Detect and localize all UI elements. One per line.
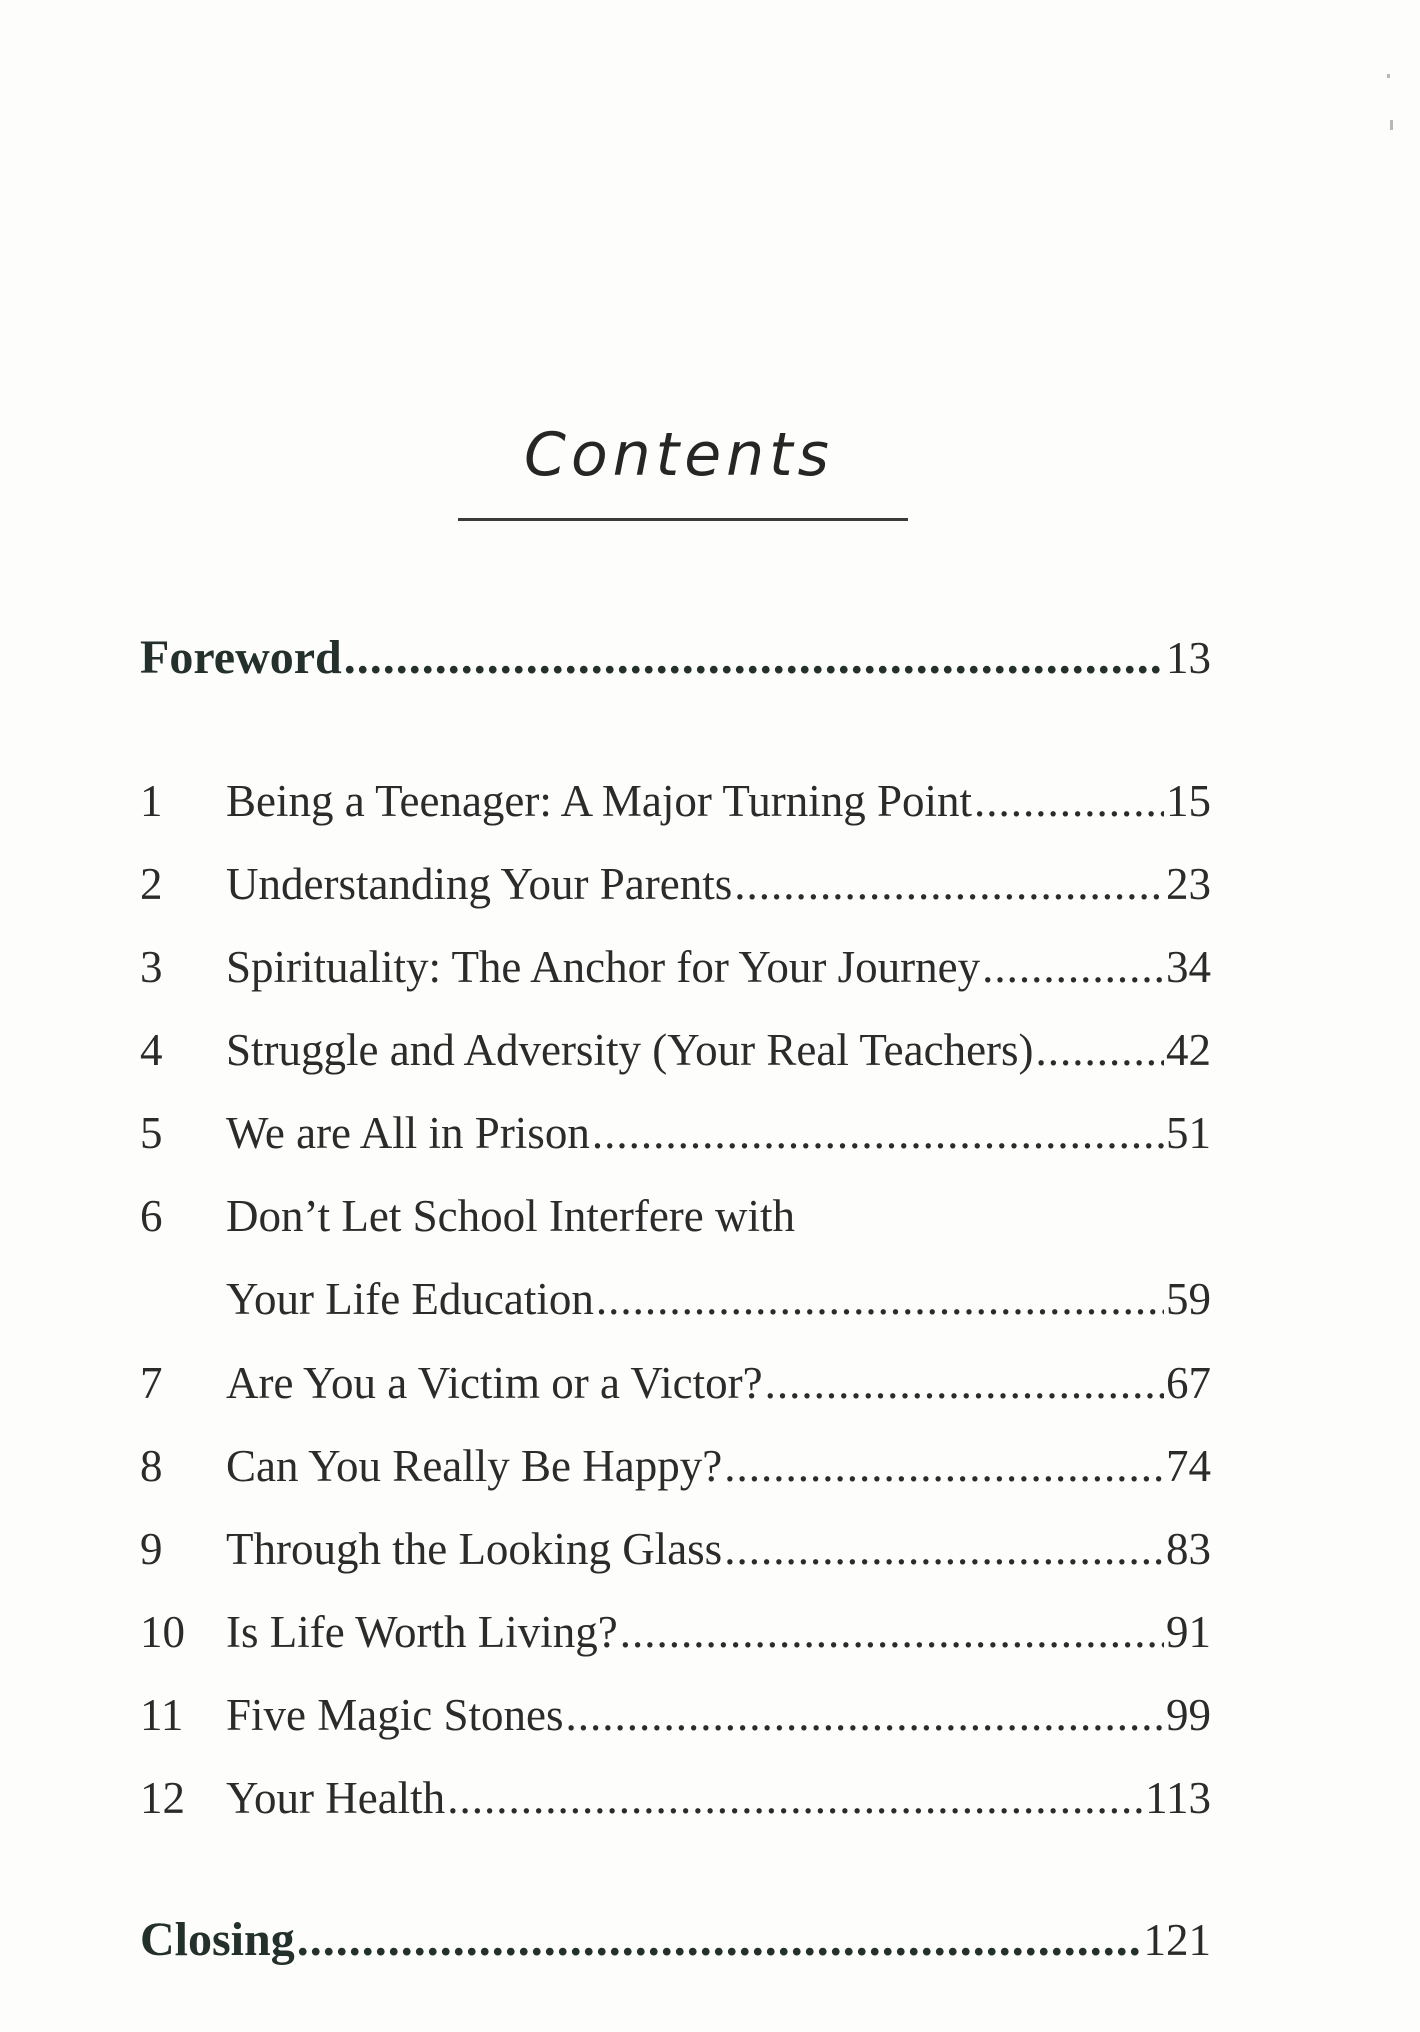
chapter-title: Can You Really Be Happy? [226, 1441, 723, 1491]
scan-speck [1387, 74, 1390, 78]
chapter-number: 10 [140, 1607, 185, 1657]
chapter-title: Don’t Let School Interfere with [226, 1191, 796, 1241]
contents-heading: Contents [524, 420, 834, 490]
toc-page-number: 91 [1166, 1607, 1211, 1657]
heading-underline [458, 518, 908, 521]
dot-leader [982, 941, 1164, 993]
toc-entry-chapter-4[interactable] [140, 1024, 1211, 1094]
toc-page-number: 99 [1166, 1690, 1211, 1740]
toc-entry-chapter-6[interactable] [140, 1190, 1211, 1260]
toc-entry-chapter-8[interactable] [140, 1440, 1211, 1510]
chapter-number: 8 [140, 1441, 163, 1491]
toc-page-number: 59 [1166, 1274, 1211, 1324]
toc-entry-chapter-7[interactable] [140, 1357, 1211, 1427]
chapter-title: Are You a Victim or a Victor? [226, 1358, 763, 1408]
chapter-title: Understanding Your Parents [226, 859, 733, 909]
toc-page-number: 15 [1166, 776, 1211, 826]
toc-entry-foreword[interactable] [140, 630, 1211, 700]
toc-page-number: 83 [1166, 1524, 1211, 1574]
toc-entry-closing[interactable] [140, 1912, 1211, 1982]
dot-leader [447, 1772, 1143, 1824]
chapter-number: 9 [140, 1524, 163, 1574]
chapter-number: 6 [140, 1191, 163, 1241]
chapter-title: Being a Teenager: A Major Turning Point [226, 776, 972, 826]
chapter-title: Struggle and Adversity (Your Real Teachers) [226, 1025, 1034, 1075]
toc-entry-chapter-9[interactable] [140, 1523, 1211, 1593]
chapter-number: 2 [140, 859, 163, 909]
scan-speck [1390, 120, 1393, 130]
chapter-title: Is Life Worth Living? [226, 1607, 618, 1657]
chapter-title-continuation: Your Life Education [226, 1274, 594, 1324]
toc-entry-title: Foreword [140, 631, 342, 684]
dot-leader [724, 1523, 1164, 1575]
chapter-number: 11 [140, 1690, 184, 1740]
chapter-number: 3 [140, 942, 163, 992]
chapter-number: 5 [140, 1108, 163, 1158]
toc-page-number: 51 [1166, 1108, 1211, 1158]
dot-leader [565, 1689, 1164, 1741]
toc-page-number: 121 [1143, 1915, 1211, 1965]
toc-page-number: 13 [1166, 633, 1211, 683]
toc-entry-title: Closing [140, 1913, 295, 1966]
dot-leader [734, 858, 1164, 910]
chapter-title: We are All in Prison [226, 1108, 590, 1158]
chapter-number: 12 [140, 1773, 185, 1823]
chapter-title: Spirituality: The Anchor for Your Journey [226, 942, 981, 992]
chapter-title: Five Magic Stones [226, 1690, 564, 1740]
dot-leader [974, 775, 1164, 827]
dot-leader [765, 1357, 1164, 1409]
dot-leader [592, 1107, 1164, 1159]
toc-entry-chapter-2[interactable] [140, 858, 1211, 928]
toc-page-number: 42 [1166, 1025, 1211, 1075]
chapter-title: Through the Looking Glass [226, 1524, 723, 1574]
dot-leader [620, 1606, 1164, 1658]
toc-entry-chapter-1[interactable] [140, 775, 1211, 845]
toc-page-number: 34 [1166, 942, 1211, 992]
toc-entry-chapter-10[interactable] [140, 1606, 1211, 1676]
toc-entry-chapter-6-continuation[interactable] [226, 1273, 1211, 1343]
dot-leader [297, 1912, 1142, 1967]
dot-leader [344, 630, 1164, 685]
toc-page-number: 23 [1166, 859, 1211, 909]
toc-page-number: 67 [1166, 1358, 1211, 1408]
dot-leader [596, 1273, 1164, 1325]
chapter-title: Your Health [226, 1773, 446, 1823]
toc-page-number: 113 [1145, 1773, 1211, 1823]
toc-entry-chapter-3[interactable] [140, 941, 1211, 1011]
toc-entry-chapter-5[interactable] [140, 1107, 1211, 1177]
chapter-number: 4 [140, 1025, 163, 1075]
toc-entry-chapter-11[interactable] [140, 1689, 1211, 1759]
chapter-number: 1 [140, 776, 163, 826]
chapter-number: 7 [140, 1358, 163, 1408]
dot-leader [1036, 1024, 1164, 1076]
toc-page-number: 74 [1166, 1441, 1211, 1491]
toc-entry-chapter-12[interactable] [140, 1772, 1211, 1842]
dot-leader [724, 1440, 1164, 1492]
